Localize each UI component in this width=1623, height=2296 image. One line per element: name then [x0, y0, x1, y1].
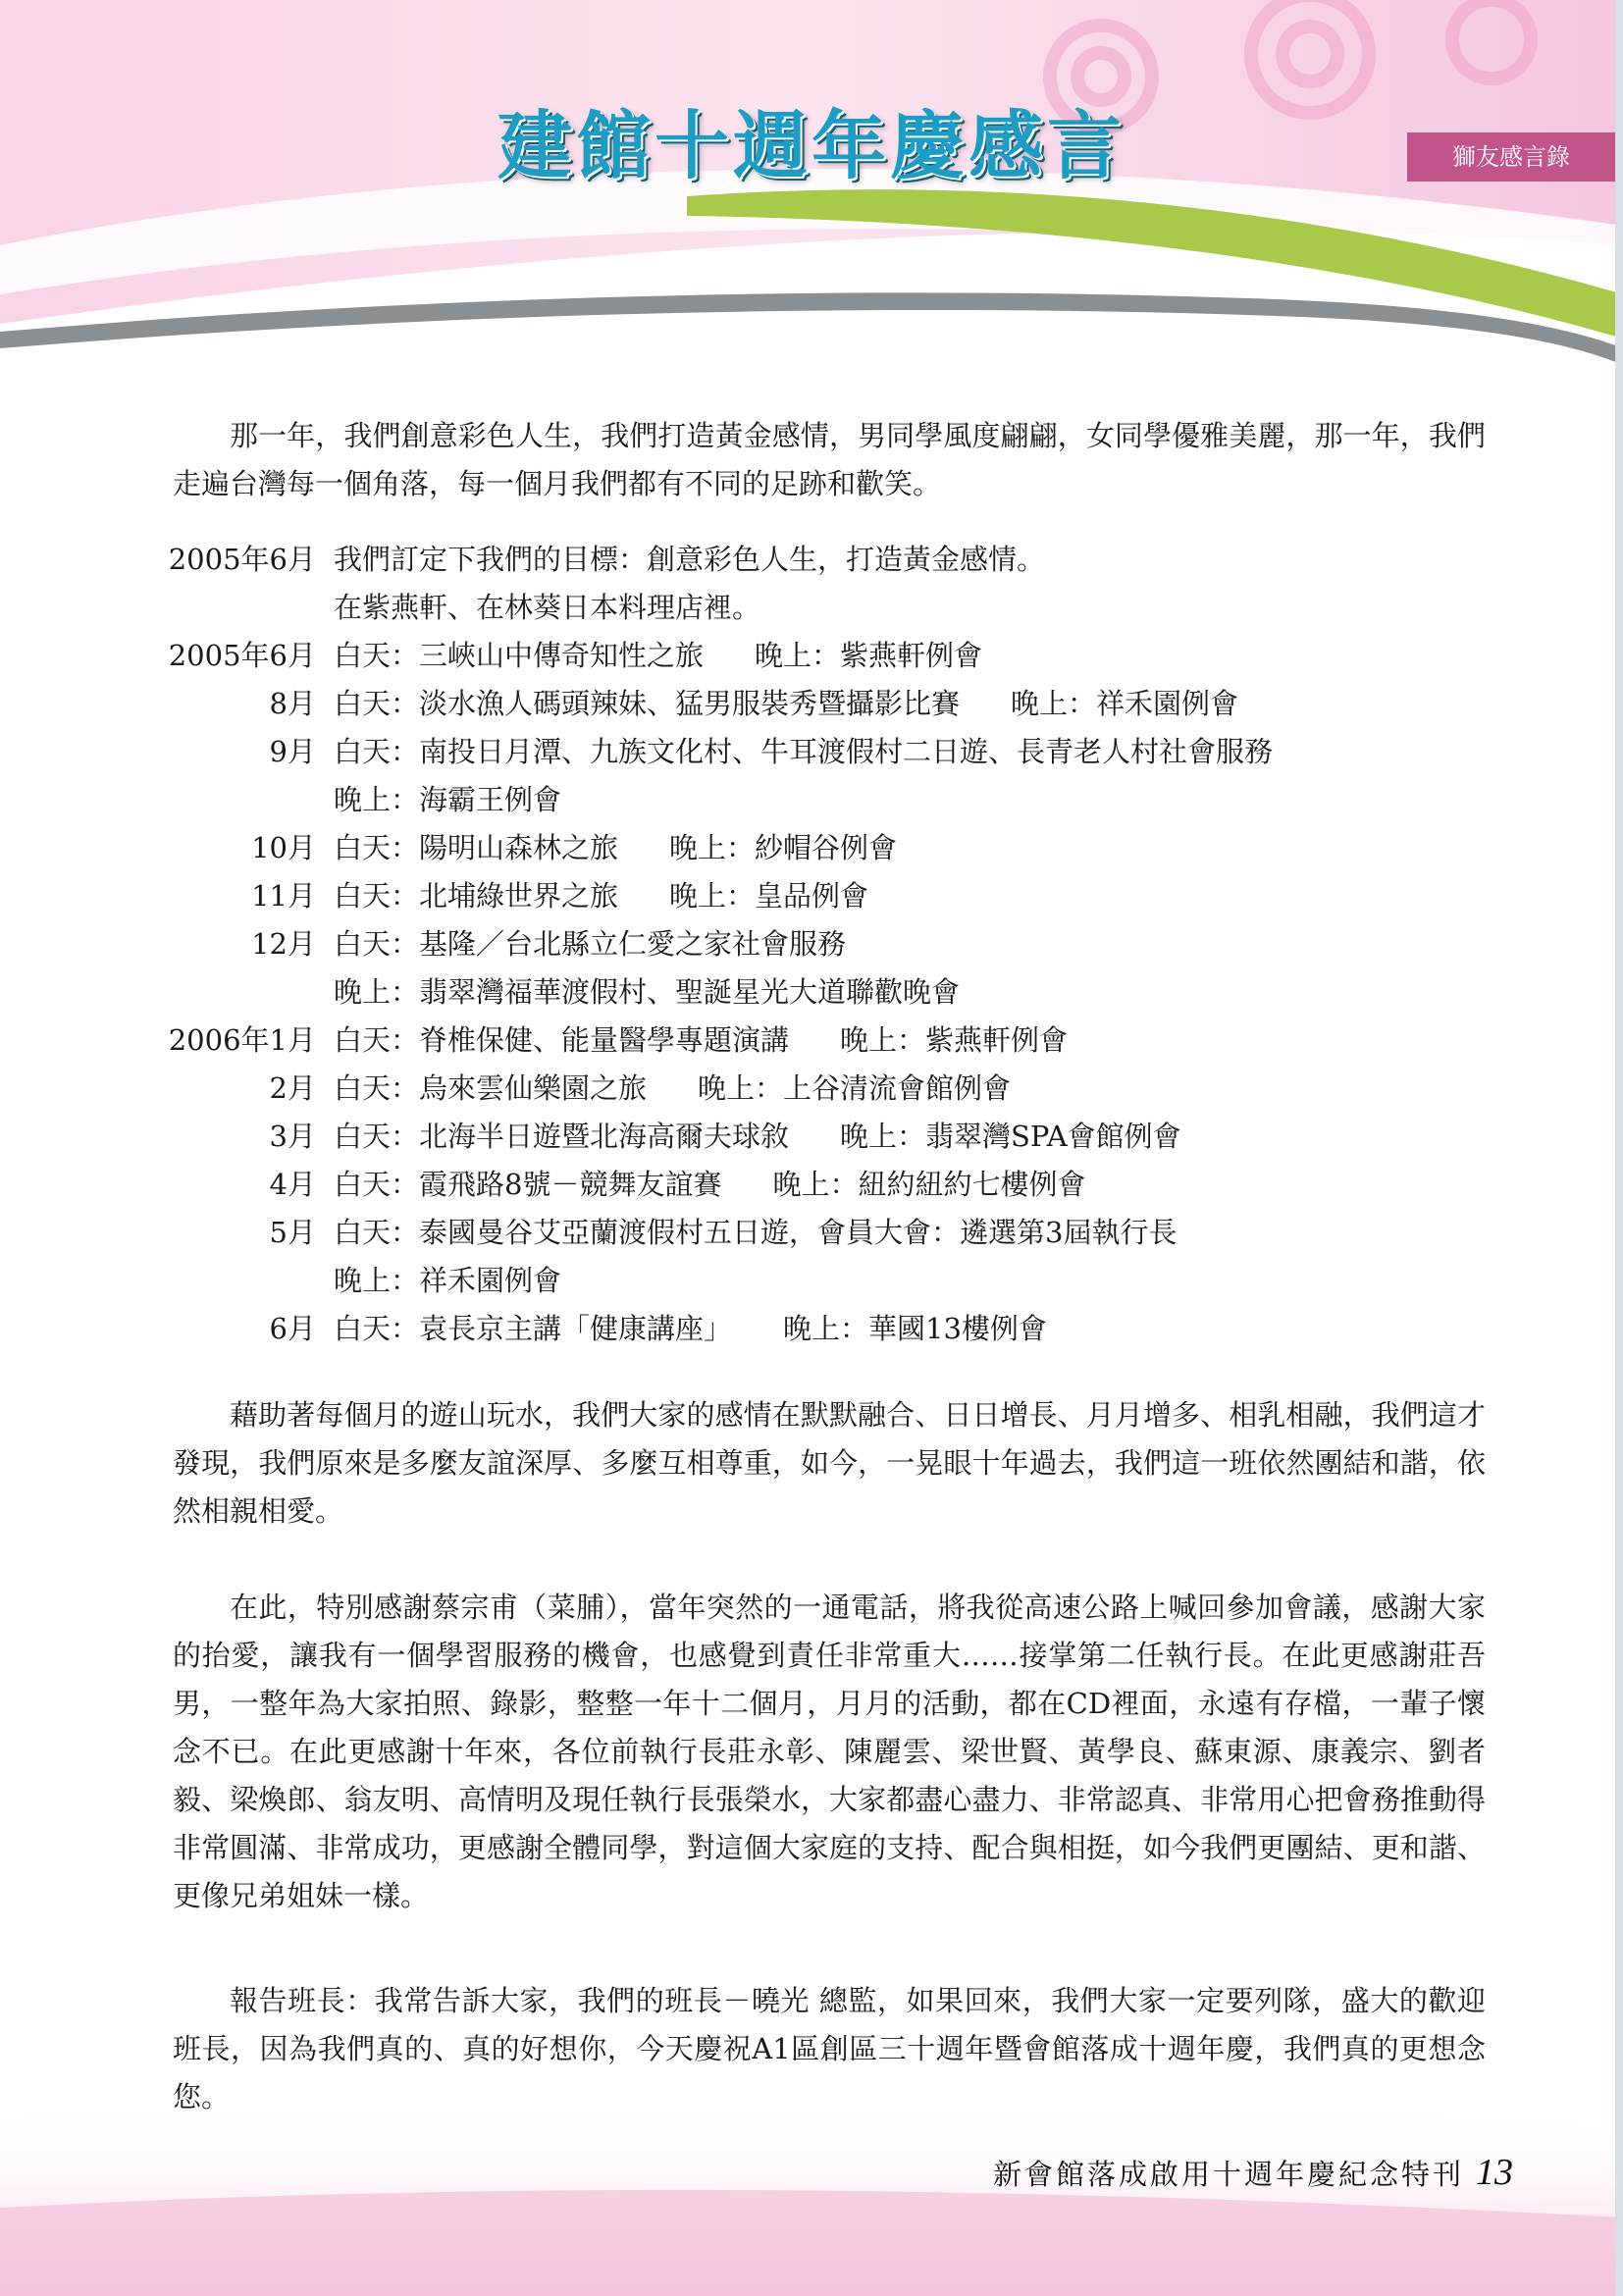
timeline-row	[167, 968, 1501, 1017]
timeline-day-text: 白天：淡水漁人碼頭辣妹、猛男服裝秀暨攝影比賽	[334, 687, 961, 720]
timeline-date: 2005年6月	[168, 639, 316, 672]
timeline-row	[167, 680, 1501, 728]
timeline-day-text: 晚上：翡翠灣福華渡假村、聖誕星光大道聯歡晚會	[334, 975, 961, 1009]
page-footer	[993, 2151, 1513, 2210]
timeline-day-text: 白天：北海半日遊暨北海高爾夫球敘	[334, 1120, 790, 1153]
timeline-date: 11月	[251, 879, 316, 913]
page-number: 13	[1476, 2152, 1513, 2193]
timeline-day-text: 白天：三峽山中傳奇知性之旅	[334, 639, 705, 672]
timeline-row	[167, 1305, 1501, 1353]
timeline-date: 3月	[269, 1120, 316, 1153]
timeline-row	[167, 728, 1501, 776]
timeline-night-text: 晚上：紫燕軒例會	[840, 1023, 1069, 1057]
section-tag: 獅友感言錄	[1407, 132, 1615, 182]
timeline-day-text: 白天：陽明山森林之旅	[334, 831, 619, 864]
timeline-date: 9月	[269, 735, 316, 768]
timeline-activity	[334, 968, 1315, 1017]
timeline-night-text: 晚上：紐約紐約七樓例會	[772, 1168, 1086, 1201]
acknowledgement-paragraph: 在此，特別感謝蔡宗甫（菜脯），當年突然的一通電話，將我從高速公路上喊回參加會議，感謝大家的抬愛，讓我有一個學習服務的機會，也感覺到責任非常重大……接掌第二任執行長。在此更感謝莊吾男，一整年為大家拍照、錄影，整整一年十二個月，月月的活動，都在CD裡面，永遠有存檔，一輩子懷念不已。在此更感謝十年來，各位前執行長莊永彰、陳麗雲、梁世賢、黃學良、蘇東源、康義宗、劉者毅、梁煥郎、翁友明、高情明及現任執行長張榮水，大家都盡心盡力、非常認真、非常用心把會務推動得非常圓滿、非常成功，更感謝全體同學，對這個大家庭的支持、配合與相挺，如今我們更團結、更和諧、更像兄弟姐妹一樣。	[173, 1591, 1486, 1912]
timeline-date	[167, 1257, 334, 1305]
timeline-day-text: 白天：基隆／台北縣立仁愛之家社會服務	[334, 927, 847, 961]
timeline-row	[167, 1065, 1501, 1113]
timeline-day-text: 我們訂定下我們的目標：創意彩色人生，打造黃金感情。	[334, 543, 1046, 576]
timeline-night-text: 晚上：上谷清流會館例會	[698, 1071, 1012, 1105]
timeline-day-text: 晚上：祥禾園例會	[334, 1264, 562, 1297]
timeline-day-text: 白天：烏來雲仙樂園之旅	[334, 1071, 648, 1105]
timeline-activity	[334, 872, 1315, 920]
timeline-row	[167, 1113, 1501, 1161]
timeline-day-text: 晚上：海霸王例會	[334, 783, 562, 816]
reflection-paragraph: 藉助著每個月的遊山玩水，我們大家的感情在默默融合、日日增長、月月增多、相乳相融，我們這才發現，我們原來是多麼友誼深厚、多麼互相尊重，如今，一晃眼十年過去，我們這一班依然團結和諧，依然相親相愛。	[173, 1398, 1486, 1528]
timeline-night-text: 晚上：皇品例會	[669, 879, 869, 913]
timeline-activity	[334, 1017, 1315, 1065]
timeline-night-text: 晚上：紫燕軒例會	[755, 639, 983, 672]
timeline-activity	[334, 776, 1315, 824]
timeline-row	[167, 824, 1501, 872]
timeline-activity	[334, 632, 1315, 680]
timeline-date: 2005年6月	[168, 543, 316, 576]
timeline-activity	[334, 680, 1315, 728]
timeline-date: 8月	[269, 687, 316, 720]
timeline-activity	[334, 1113, 1315, 1161]
timeline-activity	[334, 536, 1315, 584]
timeline-date: 12月	[251, 927, 316, 961]
right-scan-edge	[1615, 0, 1623, 2296]
timeline-row	[167, 1257, 1501, 1305]
timeline-activity	[334, 584, 1315, 632]
timeline-night-text: 晚上：祥禾園例會	[1011, 687, 1239, 720]
timeline-date: 2月	[269, 1071, 316, 1105]
timeline-date: 10月	[251, 831, 316, 864]
timeline-date: 4月	[269, 1168, 316, 1201]
timeline-activity	[334, 1305, 1315, 1353]
timeline-date: 2006年1月	[168, 1023, 316, 1057]
timeline-date: 6月	[269, 1312, 316, 1345]
timeline-activity	[334, 728, 1315, 776]
timeline-activity	[334, 920, 1315, 968]
timeline-day-text: 白天：南投日月潭、九族文化村、牛耳渡假村二日遊、長青老人村社會服務	[334, 735, 1274, 768]
timeline-day-text: 白天：泰國曼谷艾亞蘭渡假村五日遊，會員大會：遴選第3屆執行長	[334, 1216, 1178, 1249]
timeline-row	[167, 1017, 1501, 1065]
activity-timeline	[167, 536, 1501, 1353]
timeline-day-text: 在紫燕軒、在林葵日本料理店裡。	[334, 591, 761, 624]
timeline-date	[167, 776, 334, 824]
timeline-row	[167, 776, 1501, 824]
timeline-day-text: 白天：北埔綠世界之旅	[334, 879, 619, 913]
timeline-activity	[334, 1257, 1315, 1305]
timeline-activity	[334, 824, 1315, 872]
timeline-night-text: 晚上：華國13樓例會	[783, 1312, 1047, 1345]
timeline-row	[167, 584, 1501, 632]
timeline-row	[167, 920, 1501, 968]
timeline-day-text: 白天：袁長京主講「健康講座」	[334, 1312, 733, 1345]
timeline-row	[167, 536, 1501, 584]
timeline-day-text: 白天：脊椎保健、能量醫學專題演講	[334, 1023, 790, 1057]
timeline-row	[167, 632, 1501, 680]
header-gray-swoosh	[0, 292, 1623, 365]
timeline-date	[167, 584, 334, 632]
timeline-date	[167, 968, 334, 1017]
closing-paragraph: 報告班長：我常告訴大家，我們的班長－曉光 總監，如果回來，我們大家一定要列隊，盛大的歡迎班長，因為我們真的、真的好想你，今天慶祝A1區創區三十週年暨會館落成十週年慶，我們真的更想念您。	[173, 1984, 1486, 2113]
timeline-row	[167, 1209, 1501, 1257]
timeline-night-text: 晚上：紗帽谷例會	[669, 831, 898, 864]
timeline-activity	[334, 1209, 1315, 1257]
timeline-activity	[334, 1065, 1315, 1113]
timeline-row	[167, 872, 1501, 920]
publication-title: 新會館落成啟用十週年慶紀念特刊	[992, 2158, 1464, 2191]
intro-paragraph: 那一年，我們創意彩色人生，我們打造黃金感情，男同學風度翩翩，女同學優雅美麗，那一年，我們走遍台灣每一個角落，每一個月我們都有不同的足跡和歡笑。	[173, 419, 1486, 500]
timeline-date: 5月	[269, 1216, 316, 1249]
timeline-activity	[334, 1161, 1315, 1209]
timeline-night-text: 晚上：翡翠灣SPA會館例會	[840, 1120, 1181, 1153]
timeline-row	[167, 1161, 1501, 1209]
timeline-day-text: 白天：霞飛路8號－競舞友誼賽	[334, 1168, 722, 1201]
page-title: 建館十週年慶感言	[497, 102, 1126, 189]
